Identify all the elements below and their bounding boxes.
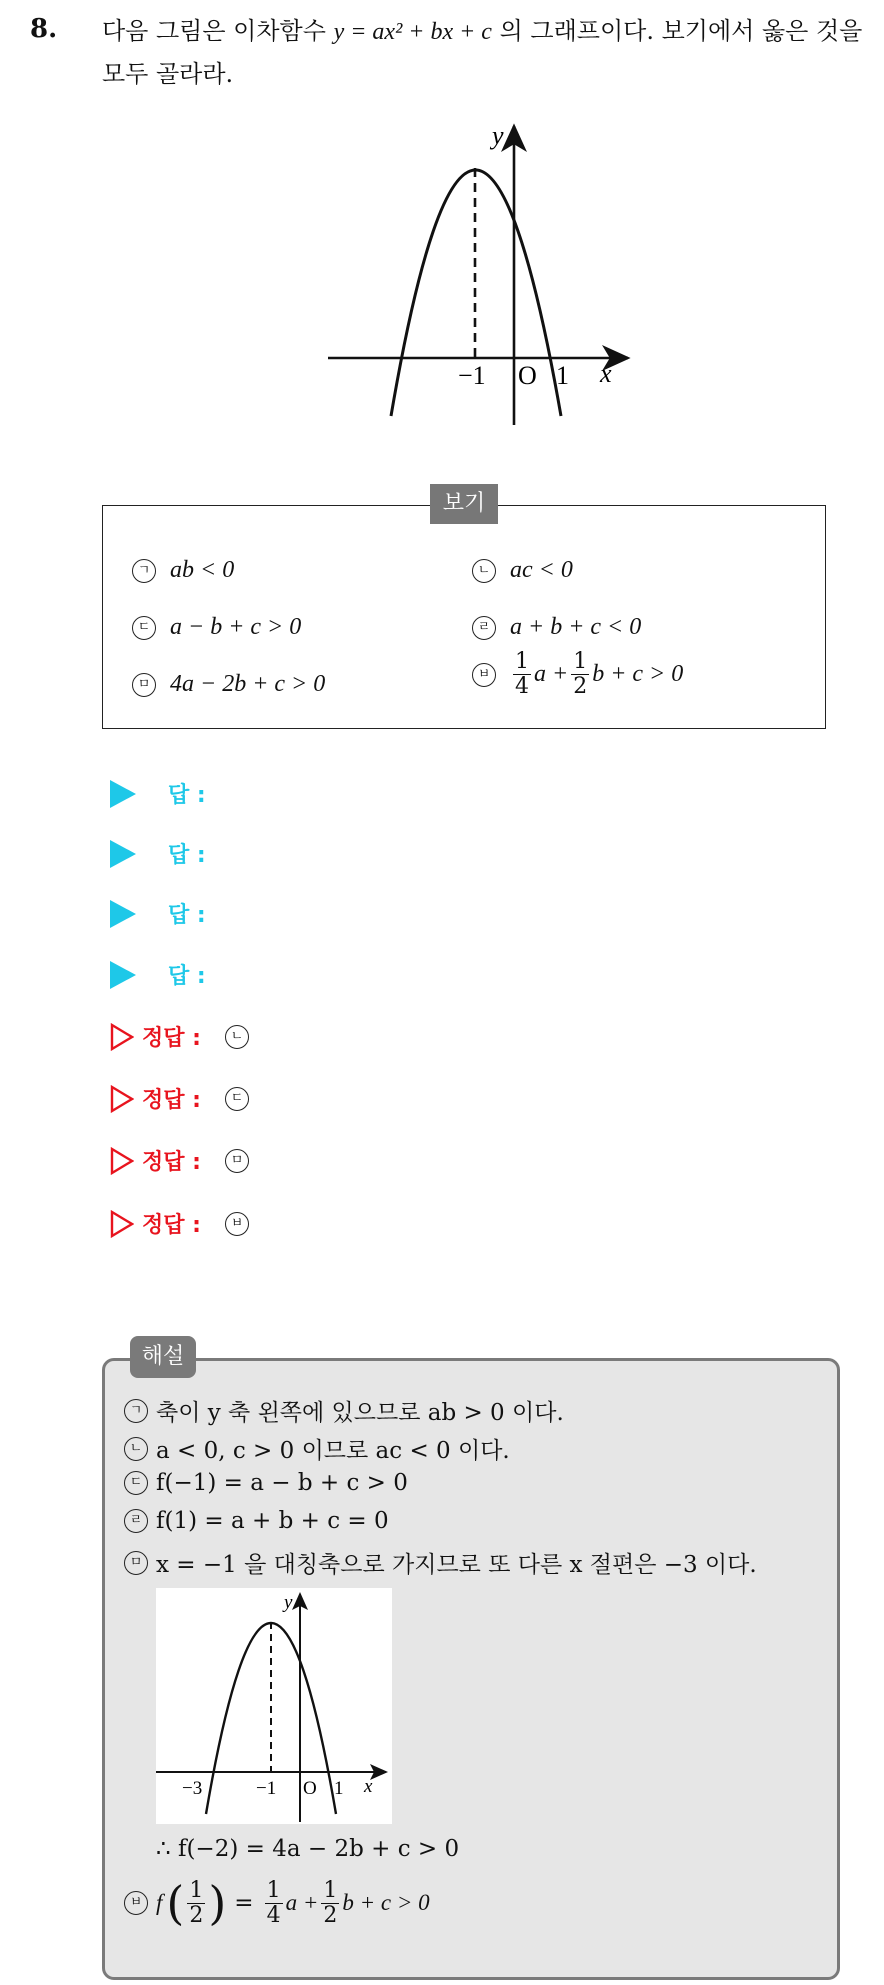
marker-circle-icon: ㅁ [132,673,156,697]
marker-circle-icon: ㄷ [124,1471,148,1495]
fraction [265,1879,283,1928]
answer-row[interactable] [110,898,206,929]
parabola-graph [320,120,640,430]
solution-text: f(−1) = a − b + c > 0 [156,1470,408,1496]
solution-text: x = −1 을 대칭축으로 가지므로 또 다른 x 절편은 −3 이다. [156,1552,757,1578]
tick-neg3: −3 [182,1778,203,1799]
correct-row [110,1083,249,1114]
marker-circle-icon: ㅂ [472,663,496,687]
equals-sign: = [234,1890,254,1916]
marker-circle-icon: ㄹ [124,1509,148,1533]
frac-num: 1 [266,1877,281,1903]
frac-den: 2 [189,1902,204,1928]
answer-label: 답 : [168,783,206,808]
tick-neg1: −1 [256,1778,277,1799]
bogi-expr: ac < 0 [510,557,573,583]
frac-num: 1 [323,1877,338,1903]
question-function: y = ax² + bx + c [333,19,492,45]
frac-den: 4 [515,674,529,699]
frac-den: 2 [573,674,588,699]
marker-circle-icon: ㄴ [124,1437,148,1461]
answer-row[interactable] [110,778,206,809]
tick-neg1: −1 [458,361,486,390]
bogi-expr: a + b + c < 0 [510,614,642,640]
bogi-item-2 [472,557,573,584]
marker-circle-icon: ㄴ [472,559,496,583]
fraction [571,650,589,699]
correct-marker: ㅂ [225,1212,249,1236]
func-name: f [156,1890,163,1915]
fraction [513,650,531,699]
solution-line-6 [124,1876,430,1930]
correct-row [110,1145,249,1176]
solution-line-1 [124,1394,564,1427]
correct-row [110,1208,249,1239]
question-text [102,10,872,95]
bogi-expr: a − b + c > 0 [170,614,302,640]
correct-marker: ㄷ [225,1087,249,1111]
frac-den: 4 [266,1902,281,1928]
play-triangle-icon [110,961,136,989]
fraction [321,1879,339,1928]
solution-text: ∴ f(−2) = 4a − 2b + c > 0 [156,1836,460,1862]
marker-circle-icon: ㄱ [124,1399,148,1423]
tick-1: 1 [334,1778,344,1799]
answer-label: 답 : [168,903,206,928]
paren-left: ( [166,1876,185,1930]
solution-text: f(1) = a + b + c = 0 [156,1508,389,1534]
solution-text: 축이 y 축 왼쪽에 있으므로 ab > 0 이다. [156,1400,564,1426]
correct-label: 정답 : [142,1213,201,1238]
marker-circle-icon: ㅂ [124,1891,148,1915]
paren-right: ) [208,1876,227,1930]
expr-end: b + c > 0 [342,1890,430,1915]
question-text-before: 다음 그림은 이차함수 [102,17,326,45]
y-axis-label: y [284,1592,293,1613]
bogi-item-1 [132,557,234,584]
bogi-expr-mid: a + [534,661,569,687]
frac-num: 1 [189,1877,204,1903]
solution-text: a < 0, c > 0 이므로 ac < 0 이다. [156,1438,510,1464]
expr-mid: a + [285,1890,319,1915]
answer-label: 답 : [168,964,206,989]
outline-triangle-icon [110,1023,134,1051]
solution-line-4 [124,1508,389,1534]
x-axis-label: x [600,359,612,388]
y-axis-label: y [492,121,504,150]
origin-label: O [518,361,537,390]
bogi-item-6 [472,650,683,699]
x-axis-label: x [364,1776,373,1797]
correct-marker: ㅁ [225,1149,249,1173]
solution-therefore [156,1836,459,1862]
fraction [187,1879,205,1928]
bogi-tag: 보기 [430,484,498,524]
bogi-item-4 [472,614,641,641]
bogi-item-5 [132,671,325,698]
frac-den: 2 [323,1902,338,1928]
correct-row [110,1021,249,1052]
play-triangle-icon [110,900,136,928]
frac-num: 1 [515,649,529,674]
play-triangle-icon [110,840,136,868]
correct-label: 정답 : [142,1088,201,1113]
marker-circle-icon: ㄱ [132,559,156,583]
question-text-after: 의 그래프이다. 보기에서 옳은 것을 모두 골라라. [102,17,863,88]
frac-num: 1 [573,649,588,674]
bogi-expr-end: b + c > 0 [592,661,684,687]
correct-label: 정답 : [142,1026,201,1051]
outline-triangle-icon [110,1210,134,1238]
answer-row[interactable] [110,838,206,869]
outline-triangle-icon [110,1085,134,1113]
solution-line-3 [124,1470,408,1496]
parabola-graph-solution [156,1588,392,1824]
correct-label: 정답 : [142,1150,201,1175]
bogi-expr: 4a − 2b + c > 0 [170,671,326,697]
marker-circle-icon: ㄷ [132,616,156,640]
answer-label: 답 : [168,843,206,868]
correct-marker: ㄴ [225,1025,249,1049]
solution-tag: 해설 [130,1336,196,1378]
bogi-expr: ab < 0 [170,557,235,583]
bogi-item-3 [132,614,301,641]
tick-1: 1 [556,361,569,390]
outline-triangle-icon [110,1147,134,1175]
marker-circle-icon: ㄹ [472,616,496,640]
answer-row[interactable] [110,959,206,990]
play-triangle-icon [110,780,136,808]
solution-line-2 [124,1432,510,1465]
origin-label: O [303,1778,317,1799]
question-number: 8. [30,14,58,44]
marker-circle-icon: ㅁ [124,1551,148,1575]
solution-line-5 [124,1546,757,1579]
